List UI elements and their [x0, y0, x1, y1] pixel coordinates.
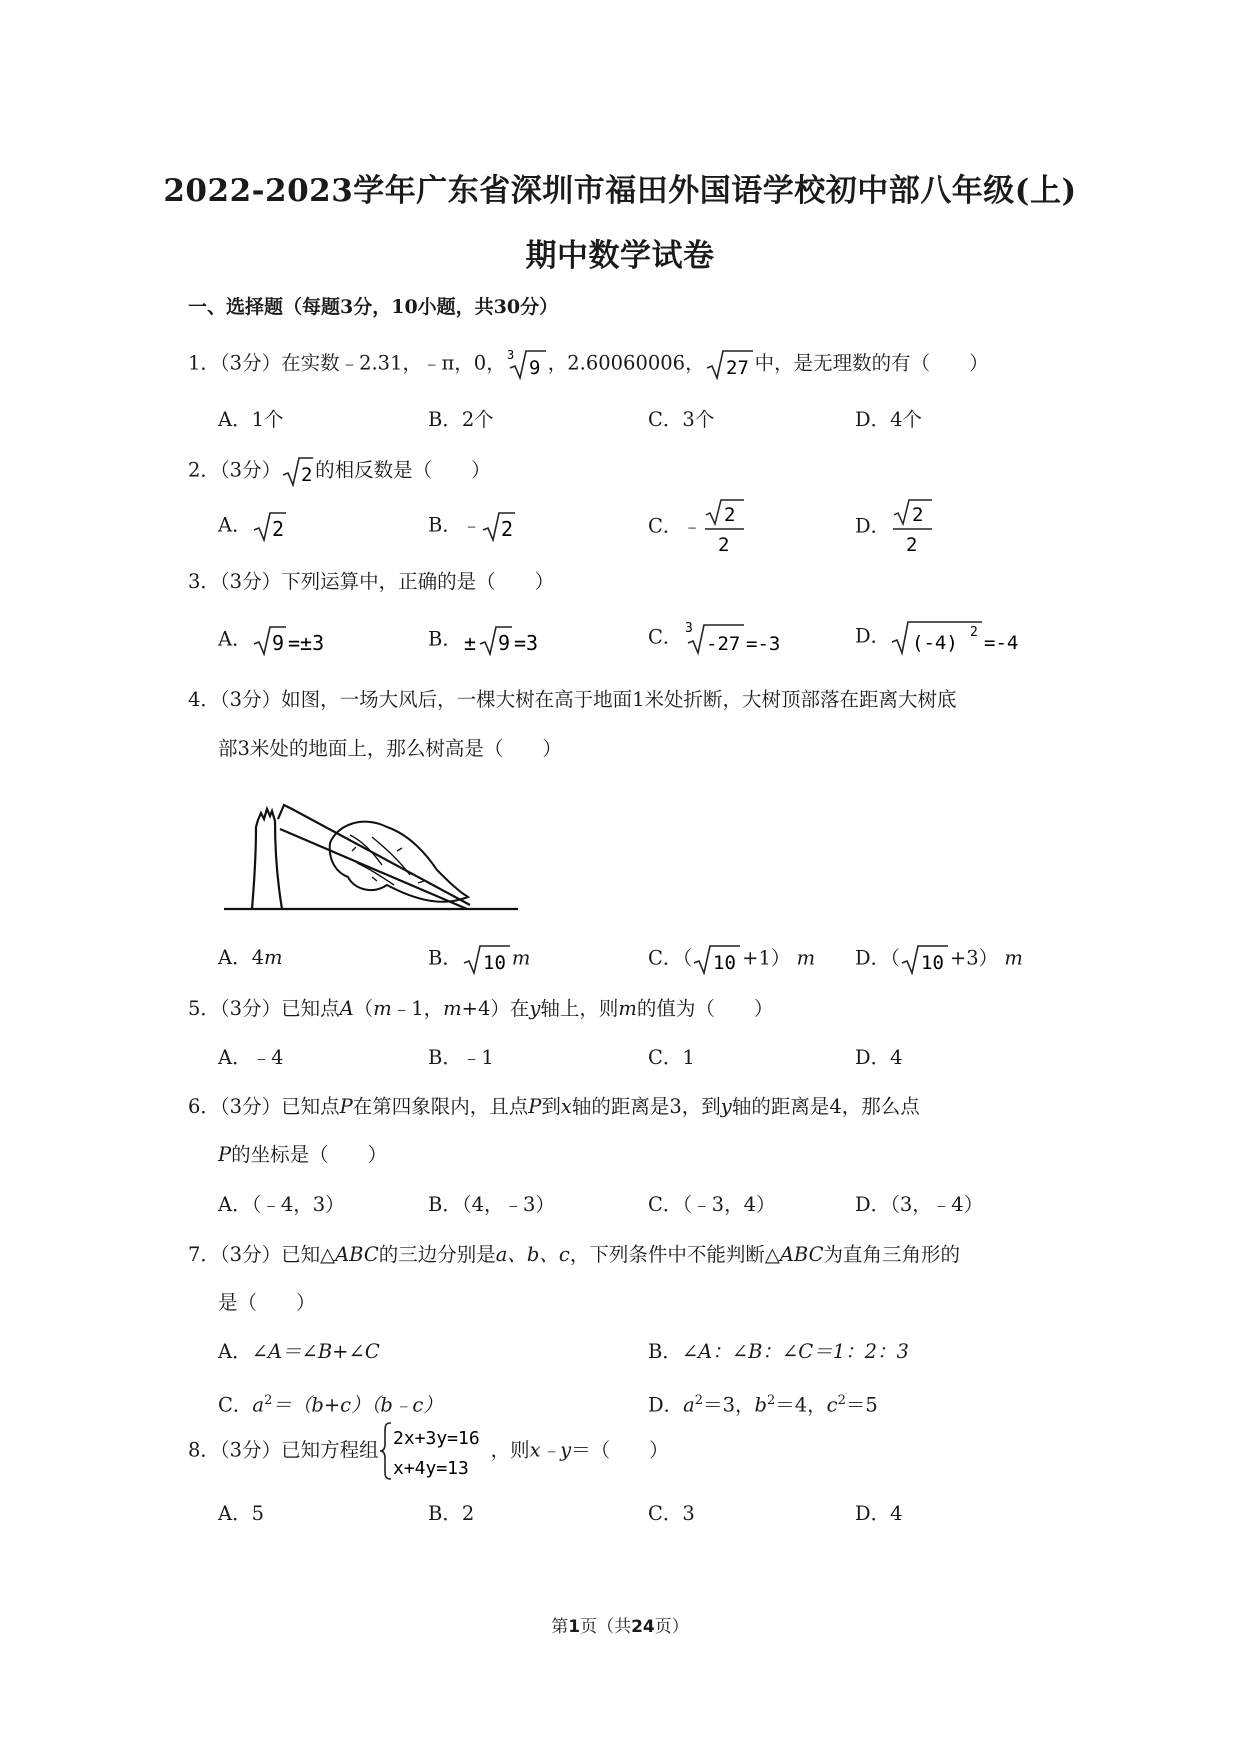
q2-suffix: 的相反数是（ ）	[315, 458, 491, 482]
q1-cbrt9	[506, 348, 548, 380]
q2-c-den: 2	[717, 534, 730, 556]
q7-d-r1: ＝3，	[703, 1393, 755, 1417]
q4-c-rest: +1）	[742, 946, 791, 970]
q3-a-rad: 9	[271, 631, 284, 655]
q7-d-r2: ＝4，	[775, 1393, 827, 1417]
q2-c-rad: 2	[723, 504, 736, 526]
q7-option-a	[218, 1337, 380, 1367]
question-1	[188, 348, 989, 380]
question-6-line1	[188, 1092, 920, 1122]
question-7-line1	[188, 1240, 960, 1270]
q2-a-rad: 2	[271, 517, 284, 541]
question-4-line2: 部3米处的地面上，那么树高是（ ）	[218, 737, 562, 760]
q3-d-rest: =-4	[984, 632, 1019, 654]
q1-mid: ，2.60060006，	[547, 351, 705, 375]
q3-c-rad: -27	[706, 633, 741, 655]
q3-a-letter: A．	[218, 627, 252, 651]
q8-t2: ＝（ ）	[571, 1438, 669, 1462]
q1-option-a: A．1个	[218, 408, 284, 431]
q4-option-b	[428, 943, 530, 975]
q7-t2: 的三边分别是	[378, 1243, 496, 1266]
q1-option-d: D．4个	[855, 408, 923, 431]
q8-option-d: D．4	[855, 1502, 903, 1525]
q3-b-pre: ±	[463, 631, 476, 655]
q7-d-c: c	[826, 1393, 838, 1417]
q8-option-a: A．5	[218, 1502, 264, 1525]
q6-x: x	[560, 1095, 572, 1118]
q5-t6: 的值为（ ）	[636, 997, 774, 1020]
q6-p3: P	[218, 1143, 232, 1166]
q7-t1: 7．（3分）已知△	[188, 1243, 336, 1266]
q3-option-b	[428, 624, 566, 656]
q5-option-a: A．﹣4	[218, 1046, 284, 1069]
q6-t2: 在第四象限内，且点	[352, 1095, 529, 1118]
q8-option-c: C．3	[648, 1502, 695, 1525]
footer-t3: 页）	[654, 1617, 689, 1637]
q4-c-letter: C．（	[648, 946, 693, 970]
q1-suffix: 中，是无理数的有（ ）	[754, 351, 989, 375]
q5-t2: （	[353, 997, 374, 1020]
q7-d-e2: 2	[766, 1393, 776, 1408]
q4-c-sqrt	[692, 943, 742, 975]
q7-option-d	[648, 1386, 878, 1421]
q7-d-e1: 2	[694, 1393, 704, 1408]
q2-option-b	[428, 510, 517, 542]
q2-d-den: 2	[906, 534, 918, 556]
q2-b-sign: ﹣	[461, 513, 482, 537]
q3-b-letter: B．	[428, 627, 462, 651]
q2-sqrt2	[281, 455, 315, 487]
q4-d-unit: m	[1004, 946, 1023, 970]
q5-option-d: D．4	[855, 1046, 903, 1069]
q2-d-frac	[890, 498, 934, 556]
q3-a-expr	[252, 624, 348, 656]
q5-m1: m	[373, 997, 392, 1020]
q4-c-rad: 10	[713, 952, 737, 974]
q4-b-letter: B．	[428, 946, 462, 970]
q5-m3: m	[618, 997, 637, 1020]
q3-option-d	[855, 618, 1042, 656]
q5-t3: ﹣1，	[391, 997, 444, 1020]
q3-c-expr	[682, 620, 802, 656]
q2-c-letter: C．	[648, 514, 683, 538]
q7-d-r3: ＝5	[845, 1393, 878, 1417]
q7-c-rest: ＝（b+c）（b﹣c）	[272, 1393, 443, 1417]
q3-b-rest: =3	[513, 631, 538, 655]
q4-option-c	[648, 943, 815, 975]
q2-d-letter: D．	[855, 514, 891, 538]
q5-t4: +4）在	[461, 997, 530, 1020]
q3-a-rest: =±3	[287, 631, 324, 655]
q7-c-letter: C．	[218, 1393, 253, 1417]
q8-eq2: x+4y=13	[392, 1458, 469, 1479]
q3-d-expr	[890, 618, 1042, 656]
q1-prefix: 1．（3分）在实数﹣2.31，﹣π，0，	[188, 351, 506, 375]
q7-option-c	[218, 1386, 443, 1421]
q6-t1: 6．（3分）已知点	[188, 1095, 340, 1118]
q7-abc1: ABC	[335, 1243, 379, 1266]
q7-d-a: a	[683, 1393, 695, 1417]
q6-t4: 轴的距离是3，到	[571, 1095, 721, 1118]
q4-option-a	[218, 943, 283, 973]
footer-total-pages: 24	[631, 1617, 655, 1637]
q7-option-b	[648, 1337, 909, 1367]
q2-option-d	[855, 498, 934, 556]
question-5	[188, 994, 773, 1024]
q7-d-e3: 2	[837, 1393, 846, 1408]
q5-t1: 5．（3分）已知点	[188, 997, 340, 1020]
q4-option-d	[855, 943, 1023, 975]
q3-b-expr	[462, 624, 566, 656]
question-8	[188, 1420, 669, 1482]
q1-option-c: C．3个	[648, 408, 715, 431]
q2-option-c	[648, 498, 746, 556]
q6-p2: P	[528, 1095, 542, 1118]
q6-t3: 到	[541, 1095, 561, 1118]
q5-y: y	[529, 997, 541, 1020]
q2-radicand: 2	[301, 464, 313, 486]
q6-option-d: D．（3，﹣4）	[855, 1193, 984, 1216]
question-3: 3．（3分）下列运算中，正确的是（ ）	[188, 570, 555, 593]
q4-d-sqrt	[900, 943, 950, 975]
q2-c-frac	[702, 498, 746, 556]
q4-d-letter: D．（	[855, 946, 900, 970]
q4-c-unit: m	[796, 946, 816, 970]
q2-c-sign: ﹣	[682, 514, 702, 538]
q2-b-sqrt	[481, 510, 517, 542]
q4-b-sqrt	[462, 943, 512, 975]
q3-d-letter: D．	[855, 624, 891, 648]
q5-m2: m	[443, 997, 462, 1020]
q3-b-rad: 9	[497, 631, 510, 655]
q2-prefix: 2．（3分）	[188, 458, 282, 482]
question-6-line2	[218, 1140, 387, 1170]
q3-option-a	[218, 624, 348, 656]
q1-sqrt-radicand: 27	[725, 357, 749, 379]
broken-tree-figure	[222, 785, 522, 919]
q1-sqrt27	[705, 348, 755, 380]
q6-option-a: A．（﹣4，3）	[218, 1193, 345, 1216]
exam-title-line2: 期中数学试卷	[525, 238, 715, 274]
q4-a-text: A．4	[218, 946, 264, 969]
exam-title-line1: 2022-2023学年广东省深圳市福田外国语学校初中部八年级(上)	[163, 173, 1077, 209]
q7-t4: 为直角三角形的	[823, 1243, 961, 1266]
q3-d-rad: (-4)	[912, 632, 958, 654]
q7-sides: a、b、c	[495, 1243, 570, 1266]
q5-option-b: B．﹣1	[428, 1046, 494, 1069]
q7-a-letter: A．	[218, 1340, 252, 1363]
q6-y: y	[720, 1095, 732, 1118]
q7-c-exp: 2	[264, 1393, 273, 1408]
q7-c-a: a	[252, 1393, 265, 1417]
q2-b-rad: 2	[501, 517, 514, 541]
q6-p1: P	[339, 1095, 353, 1118]
q4-b-unit: m	[511, 946, 531, 970]
q8-xy: x﹣y	[529, 1438, 572, 1462]
q1-option-b: B．2个	[428, 408, 494, 431]
q5-t5: 轴上，则	[540, 997, 619, 1020]
q6-option-c: C．（﹣3，4）	[648, 1193, 776, 1216]
q4-d-rest: +3）	[949, 946, 999, 970]
question-7-line2: 是（ ）	[218, 1291, 316, 1314]
q8-system	[379, 1420, 491, 1482]
q7-b-letter: B．	[648, 1340, 682, 1363]
q3-c-index: 3	[685, 621, 694, 636]
q7-abc2: ABC	[779, 1243, 824, 1266]
q8-eq1: 2x+3y=16	[392, 1428, 480, 1449]
q2-a-letter: A．	[218, 513, 252, 537]
q3-c-rest: =-3	[746, 633, 781, 655]
question-2	[188, 455, 491, 487]
q5-option-c: C．1	[648, 1046, 695, 1069]
q6-t5: 轴的距离是4，那么点	[731, 1095, 920, 1118]
q5-point-a: A	[339, 997, 354, 1020]
q4-b-rad: 10	[482, 952, 506, 974]
q8-prefix: 8．（3分）已知方程组	[188, 1438, 379, 1462]
q3-d-exp: 2	[970, 625, 978, 640]
q6-t6: 的坐标是（ ）	[231, 1143, 388, 1166]
q2-d-rad: 2	[912, 504, 924, 526]
q8-t1: ，则	[490, 1438, 530, 1462]
footer-page-number: 1	[568, 1617, 581, 1637]
q1-cbrt-radicand: 9	[528, 357, 541, 379]
q4-a-unit: m	[264, 946, 283, 969]
q2-b-letter: B．	[428, 513, 462, 537]
q2-option-a	[218, 510, 288, 542]
q7-d-b: b	[754, 1393, 767, 1417]
q7-d-letter: D．	[648, 1393, 684, 1417]
q6-option-b: B．（4，﹣3）	[428, 1193, 555, 1216]
q7-b-text: ∠A：∠B：∠C＝1：2：3	[681, 1340, 909, 1363]
question-4-line1: 4．（3分）如图，一场大风后，一棵大树在高于地面1米处折断，大树顶部落在距离大树底	[188, 688, 957, 711]
page-footer	[0, 1612, 1240, 1637]
q3-option-c	[648, 620, 802, 656]
q1-cbrt-index: 3	[506, 348, 514, 362]
q4-d-rad: 10	[920, 952, 944, 974]
footer-t1: 第	[551, 1617, 569, 1637]
footer-t2: 页（共	[580, 1617, 632, 1637]
q7-t3: ，下列条件中不能判断△	[569, 1243, 780, 1266]
q7-a-text: ∠A＝∠B+∠C	[251, 1340, 380, 1363]
q2-a-sqrt	[252, 510, 288, 542]
section-header: 一、选择题（每题3分，10小题，共30分）	[188, 296, 559, 318]
q3-c-letter: C．	[648, 625, 683, 649]
q8-option-b: B．2	[428, 1502, 475, 1525]
